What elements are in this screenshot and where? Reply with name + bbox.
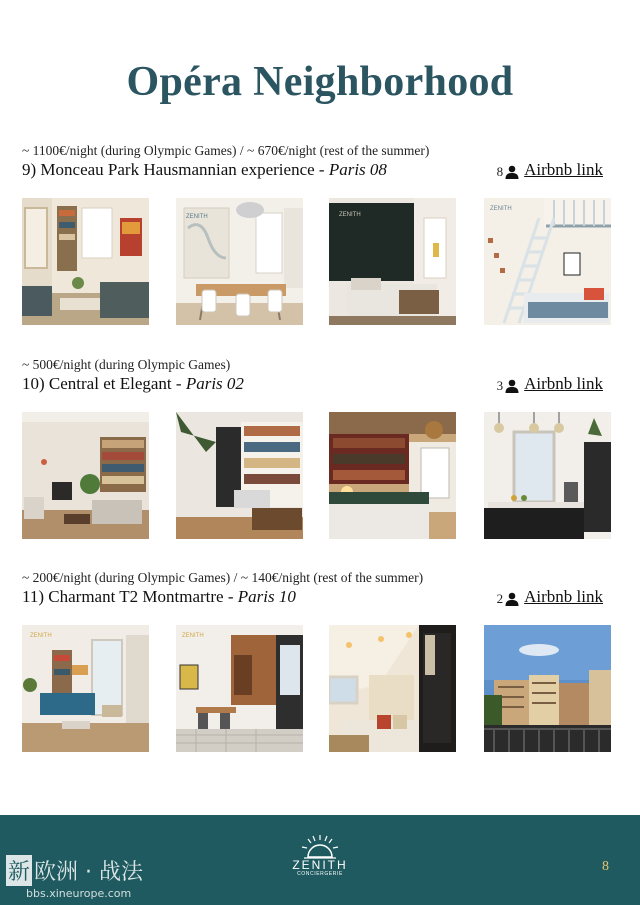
listing-district: Paris 02 <box>185 374 244 393</box>
airbnb-link[interactable]: Airbnb link <box>524 587 603 606</box>
photo-kitchen <box>484 412 611 539</box>
person-icon <box>505 378 519 392</box>
listing-price: ~ 500€/night (during Olympic Games) <box>22 357 231 372</box>
listing-name <box>22 160 387 180</box>
listing-title: 9) Monceau Park Hausmannian experience - <box>22 160 329 179</box>
watermark-text: 欧洲 · 战法 <box>34 860 143 885</box>
listing-price: ~ 1100€/night (during Olympic Games) / ~ 670€/night (rest of the summer) <box>22 143 430 158</box>
listing-name <box>22 374 244 394</box>
footer <box>0 815 640 905</box>
photo-gallery <box>22 625 612 752</box>
watermark-box: 新 <box>6 855 32 886</box>
zenith-logo <box>280 833 360 889</box>
guest-count: 8 <box>496 164 504 179</box>
sun-icon <box>300 833 340 859</box>
listing-meta <box>497 160 603 180</box>
photo-living-room-blue-sofa <box>22 625 149 752</box>
svg-text:ZENITH: ZENITH <box>182 633 204 639</box>
listing-district: Paris 10 <box>237 587 296 606</box>
svg-text:ZENITH: ZENITH <box>339 212 361 218</box>
photo-dining-room <box>176 198 303 325</box>
photo-bedroom-library <box>329 412 456 539</box>
logo-word: ZENITH <box>292 858 348 872</box>
photo-bedroom-green-wall <box>329 198 456 325</box>
person-icon <box>505 164 519 178</box>
photo-gallery <box>22 198 612 325</box>
watermark-title <box>6 855 143 886</box>
page-number: 8 <box>602 859 609 874</box>
guest-count: 2 <box>496 591 504 606</box>
listing-district: Paris 08 <box>328 160 387 179</box>
photo-living-room-bookshelf <box>22 412 149 539</box>
listing-name <box>22 587 296 607</box>
listing-title: 10) Central et Elegant - <box>22 374 186 393</box>
guest-count: 3 <box>496 378 504 393</box>
listing-meta <box>497 374 603 394</box>
photo-gallery <box>22 412 612 539</box>
photo-hallway-bookshelf <box>176 412 303 539</box>
listing-title: 11) Charmant T2 Montmartre - <box>22 587 238 606</box>
airbnb-link[interactable]: Airbnb link <box>524 160 603 179</box>
photo-kitchen-dining <box>176 625 303 752</box>
logo-subtitle: CONCIERGERIE <box>297 871 343 877</box>
svg-text:ZENITH: ZENITH <box>30 633 52 639</box>
photo-balcony-view <box>484 625 611 752</box>
watermark-url: bbs.xineurope.com <box>26 887 132 900</box>
photo-loft-staircase <box>484 198 611 325</box>
listing-meta <box>497 587 603 607</box>
airbnb-link[interactable]: Airbnb link <box>524 374 603 393</box>
page-title: Opéra Neighborhood <box>126 59 514 105</box>
listing-price: ~ 200€/night (during Olympic Games) / ~ 140€/night (rest of the summer) <box>22 570 424 585</box>
photo-bedroom-attic <box>329 625 456 752</box>
person-icon <box>505 591 519 605</box>
svg-text:ZENITH: ZENITH <box>490 206 512 212</box>
svg-text:ZENITH: ZENITH <box>186 214 208 220</box>
photo-living-room <box>22 198 149 325</box>
